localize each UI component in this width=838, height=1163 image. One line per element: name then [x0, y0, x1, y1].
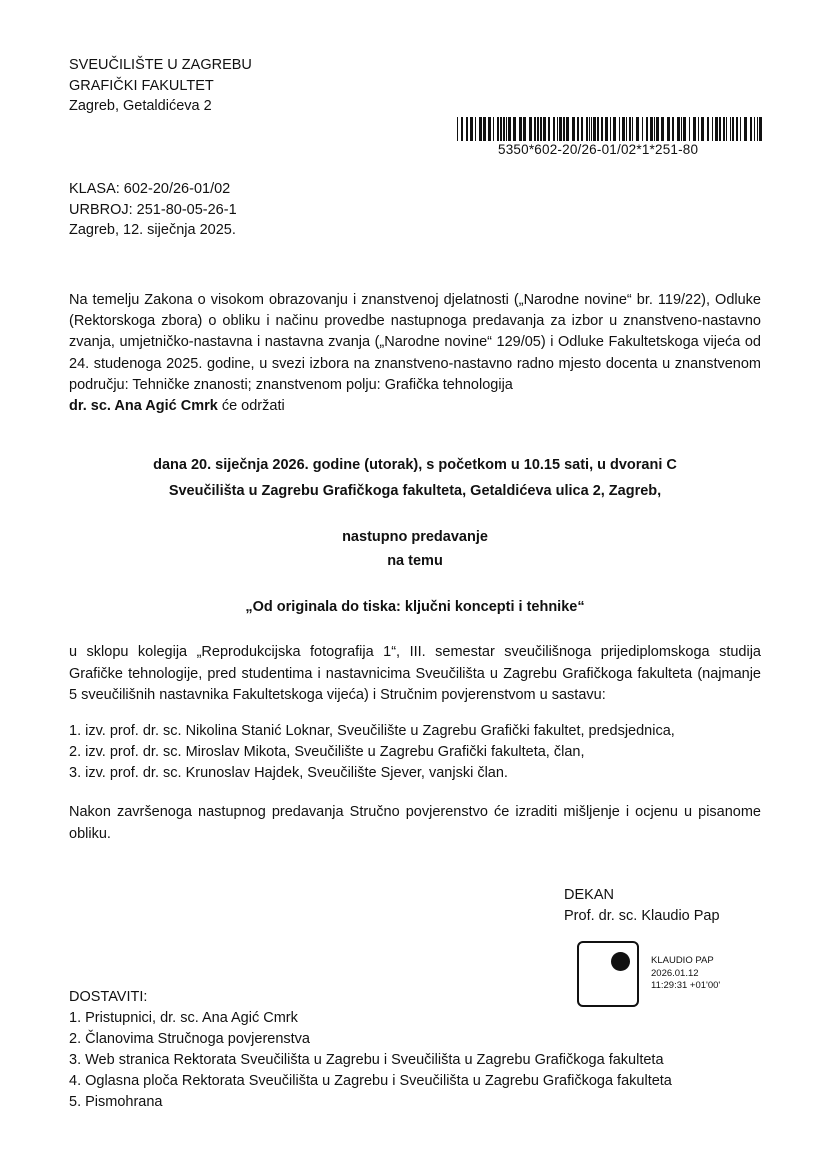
- distribution-item: 2. Članovima Stručnoga povjerenstva: [69, 1031, 310, 1047]
- institution-address: Zagreb, Getaldićeva 2: [69, 98, 212, 114]
- institution-header: [69, 55, 252, 117]
- distribution-item: 3. Web stranica Rektorata Sveučilišta u Zagrebu i Sveučilišta u Zagrebu Grafičkoga fakulteta: [69, 1052, 664, 1068]
- candidate-name: dr. sc. Ana Agić Cmrk: [69, 398, 218, 415]
- institution-name: SVEUČILIŠTE U ZAGREBU: [69, 57, 252, 73]
- distribution-title: DOSTAVITI:: [69, 989, 148, 1005]
- committee-member: 1. izv. prof. dr. sc. Nikolina Stanić Loknar, Sveučilište u Zagrebu Grafički fakultet, predsjednica,: [69, 723, 675, 739]
- intro-text: Na temelju Zakona o visokom obrazovanju i znanstvenoj djelatnosti („Narodne novine“ br. 119/22), Odluke (Rektorskoga zbora) o obliku i načinu provedbe nastupnoga predavanja za izbor u znanstveno-nastavno zvanja, umjetničko-nastavna i nastavna zvanja („Narodne novine“ 129/05) i Odluke Fakultetskoga vijeća od 24. studenoga 2025. godine, u svezi izbora na znanstveno-nastavno radno mjesto docenta u znanstvenom području: Tehničke znanosti; znanstvenom polju: Grafička tehnologija: [69, 292, 761, 393]
- signature-block: [564, 885, 720, 926]
- stamp-name: KLAUDIO PAP: [651, 955, 714, 966]
- event-details: [69, 452, 761, 504]
- closing-paragraph: [69, 802, 761, 845]
- committee-member: 3. izv. prof. dr. sc. Krunoslav Hajdek, Sveučilište Sjever, vanjski član.: [69, 765, 508, 781]
- lecture-subtitle: na temu: [387, 553, 443, 569]
- distribution-item: 4. Oglasna ploča Rektorata Sveučilišta u Zagrebu i Sveučilišta u Zagrebu Grafičkoga fakulteta: [69, 1073, 672, 1089]
- stamp-time: 11:29:31 +01'00': [651, 980, 721, 991]
- lecture-heading: [69, 525, 761, 573]
- committee-list: [69, 721, 675, 784]
- document-date: Zagreb, 12. siječnja 2025.: [69, 222, 236, 238]
- intro-suffix: će održati: [217, 398, 285, 415]
- signature-dot: [611, 952, 630, 971]
- stamp-date: 2026.01.12: [651, 967, 699, 979]
- barcode: [457, 117, 763, 141]
- distribution-item: 1. Pristupnici, dr. sc. Ana Agić Cmrk: [69, 1010, 298, 1026]
- event-date-line: dana 20. siječnja 2026. godine (utorak), s početkom u 10.15 sati, u dvorani C: [153, 457, 677, 473]
- lecture-title: nastupno predavanje: [342, 529, 488, 545]
- barcode-text: 5350*602-20/26-01/02*1*251-80: [498, 142, 699, 157]
- signatory-name: Prof. dr. sc. Klaudio Pap: [564, 907, 720, 924]
- course-paragraph: [69, 642, 761, 707]
- distribution-item: 5. Pismohrana: [69, 1094, 163, 1110]
- klasa: KLASA: 602-20/26-01/02: [69, 181, 231, 197]
- committee-member: 2. izv. prof. dr. sc. Miroslav Mikota, Sveučilište u Zagrebu Grafički fakulteta, član,: [69, 744, 585, 760]
- intro-paragraph: [69, 290, 761, 417]
- course-text: u sklopu kolegija „Reprodukcijska fotografija 1“, III. semestar sveučilišnoga prijediplomskoga studija Grafičke tehnologije, pred studentima i nastavnicima Sveučilišta u Zagrebu Grafičkoga fakulteta (najmanje 5 sveučilišnih nastavnika Fakultetskoga vijeća) i Stručnim povjerenstvom u sastavu:: [69, 644, 761, 703]
- event-location-line: Sveučilišta u Zagrebu Grafičkoga fakulteta, Getaldićeva ulica 2, Zagreb,: [168, 483, 662, 499]
- signatory-role: DEKAN: [564, 887, 614, 903]
- urbroj: URBROJ: 251-80-05-26-1: [69, 201, 237, 218]
- lecture-topic: [69, 597, 761, 618]
- faculty-name: GRAFIČKI FAKULTET: [69, 77, 214, 94]
- reference-block: [69, 179, 237, 241]
- topic-text: „Od originala do tiska: ključni koncepti i tehnike“: [245, 599, 585, 615]
- distribution-list: [69, 987, 672, 1113]
- closing-text: Nakon završenoga nastupnog predavanja Stručno povjerenstvo će izraditi mišljenje i ocjenu u pisanome obliku.: [69, 804, 761, 842]
